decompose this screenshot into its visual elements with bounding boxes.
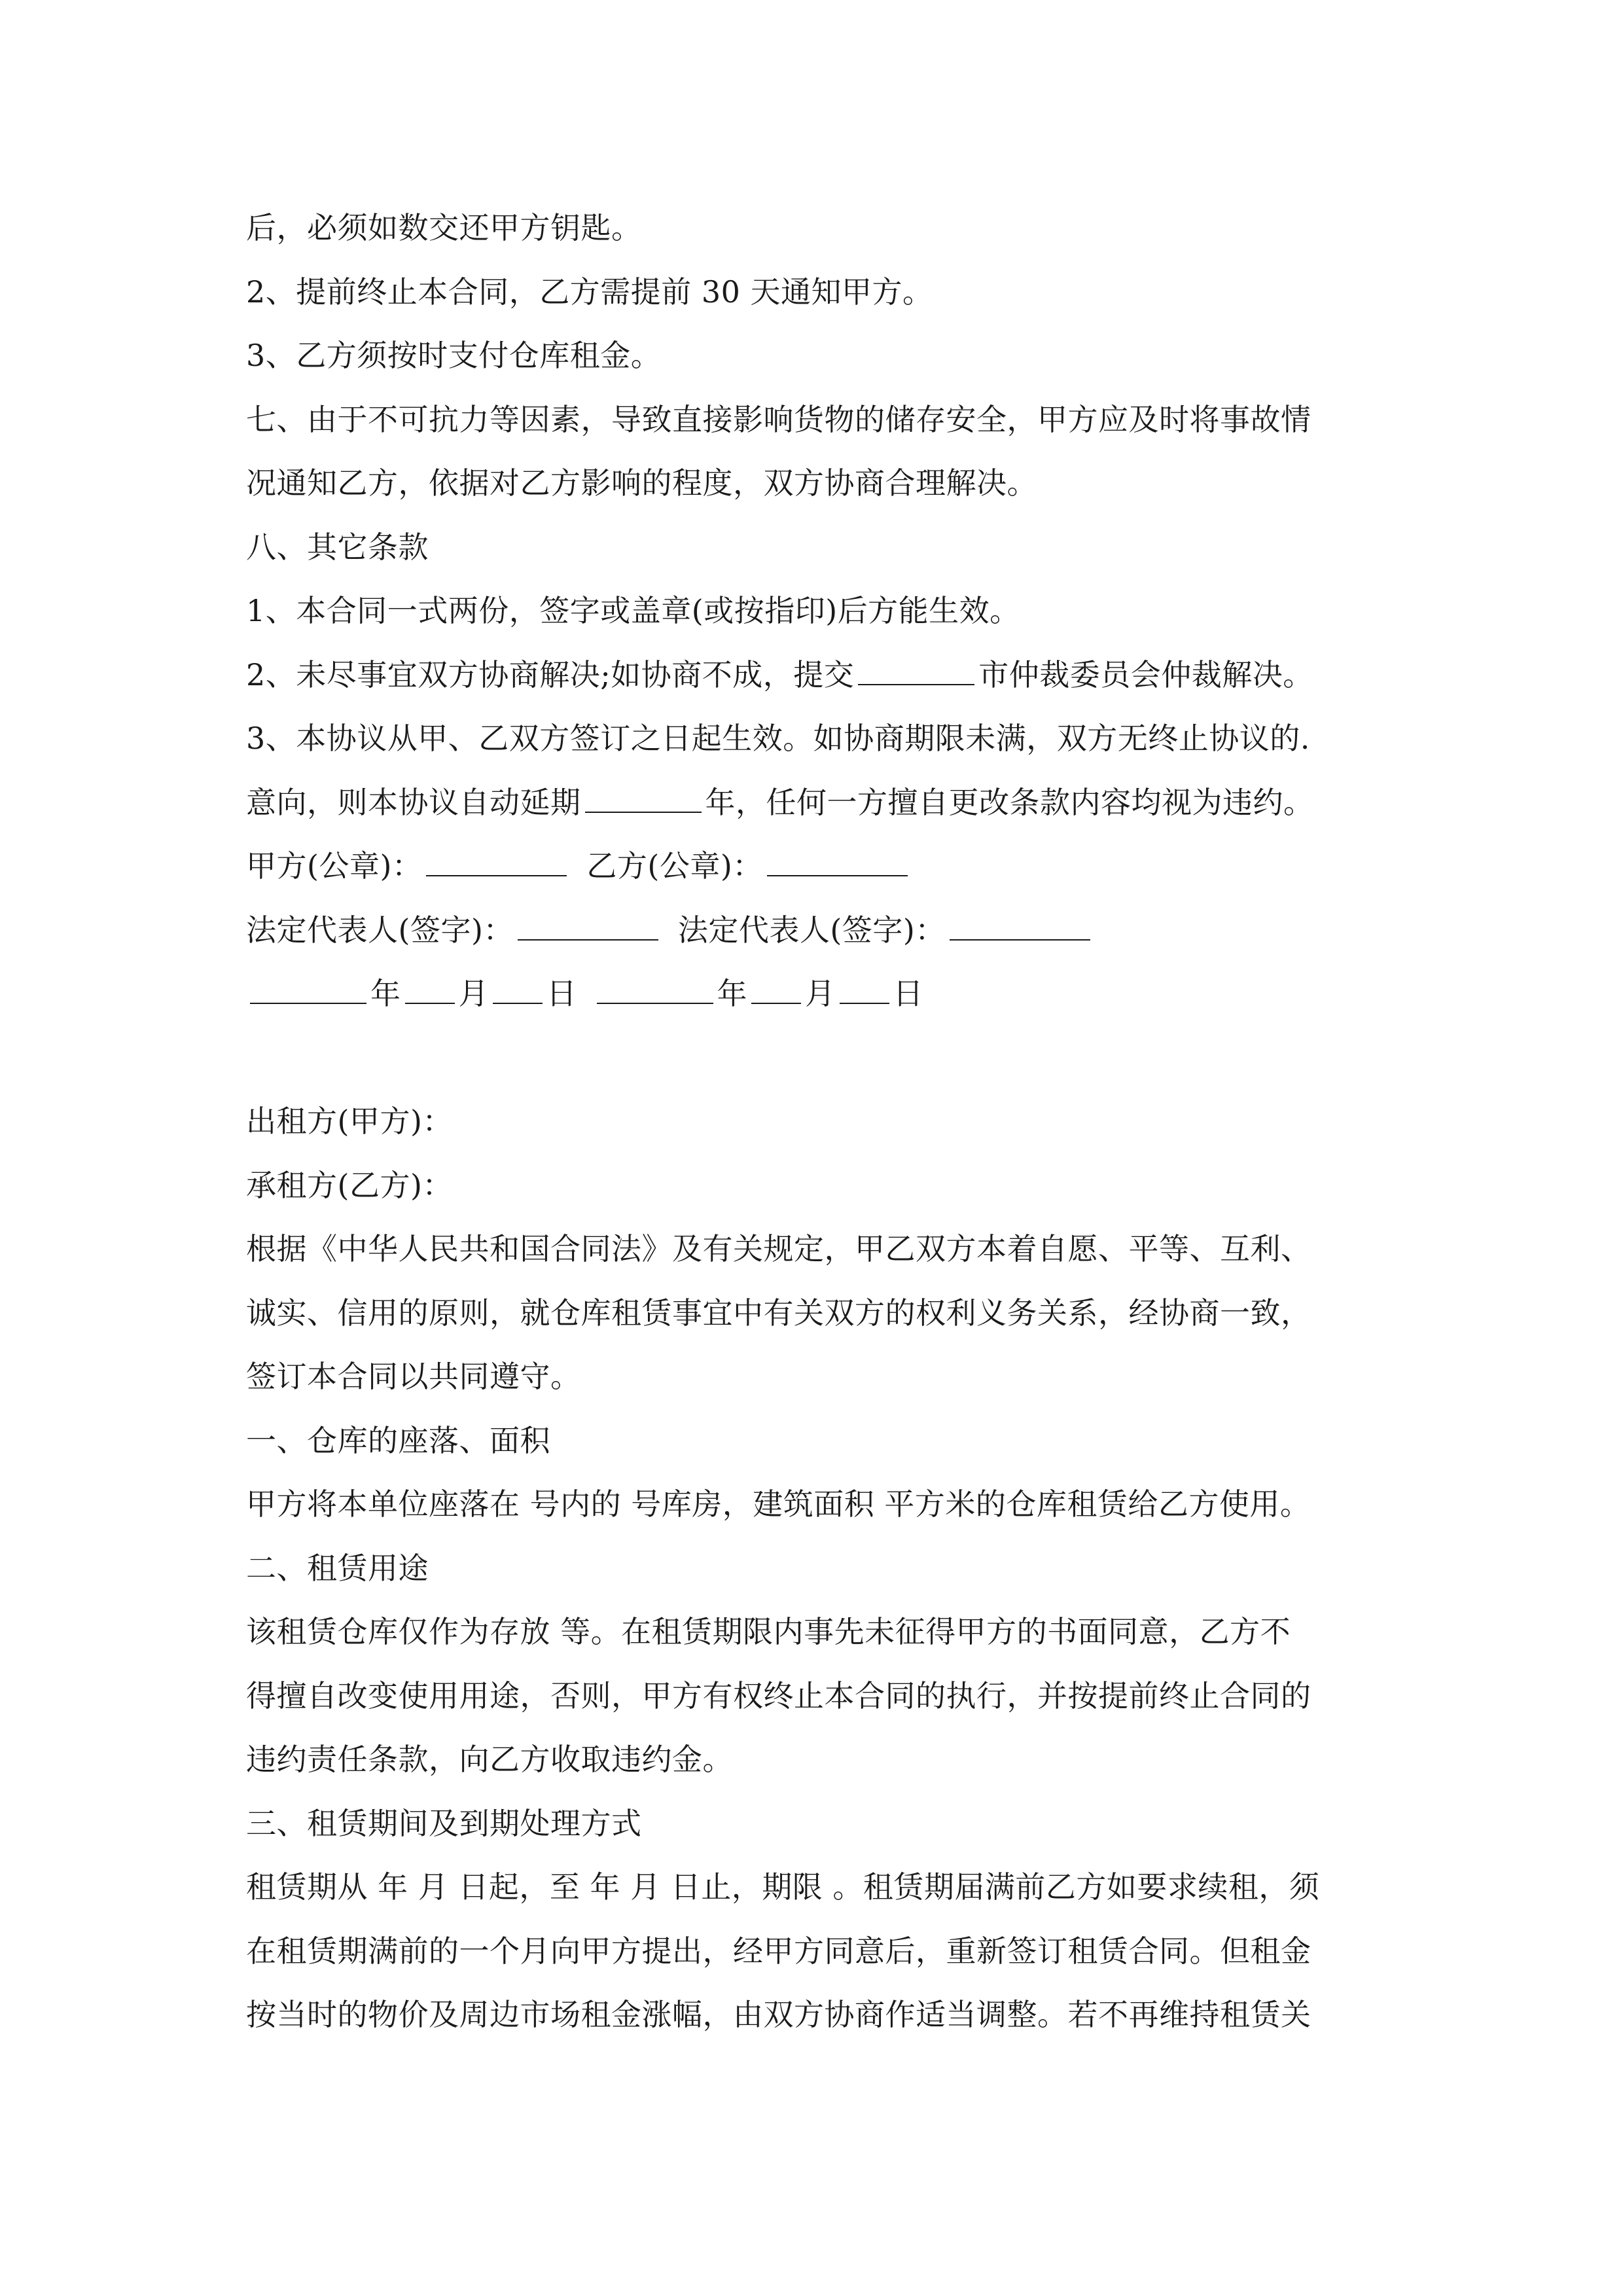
paragraph-line: 3、乙方须按时支付仓库租金。 [246, 338, 662, 373]
paragraph-line: 3、本协议从甲、乙双方签订之日起生效。如协商期限未满，双方无终止协议的. [246, 721, 1310, 756]
section-heading: 三、租赁期间及到期处理方式 [246, 1805, 642, 1841]
paragraph-line: 签订本合同以共同遵守。 [246, 1359, 581, 1394]
paragraph-line: 甲方将本单位座落在 号内的 号库房，建筑面积 平方米的仓库租赁给乙方使用。 [246, 1486, 1311, 1522]
extension-text-after: 年，任何一方擅自更改条款内容均视为违约。 [705, 784, 1314, 820]
section-heading: 一、仓库的座落、面积 [246, 1422, 550, 1458]
year-label: 年 [370, 976, 401, 1011]
paragraph-line: 1、本合同一式两份，签字或盖章(或按指印)后方能生效。 [246, 593, 1020, 628]
section-heading: 二、租赁用途 [246, 1550, 429, 1586]
extension-years-blank [585, 783, 702, 813]
party-b-seal-blank [767, 846, 908, 876]
contract-body [246, 196, 1424, 2047]
arbitration-clause [246, 643, 1424, 708]
paragraph-line: 违约责任条款，向乙方收取违约金。 [246, 1742, 733, 1777]
paragraph-line: 按当时的物价及周边市场租金涨幅，由双方协商作适当调整。若不再维持租赁关 [246, 1997, 1311, 2032]
party-a-seal-blank [426, 846, 567, 876]
year-label: 年 [717, 976, 747, 1011]
paragraph-line: 诚实、信用的原则，就仓库租赁事宜中有关双方的权利义务关系，经协商一致， [246, 1295, 1311, 1331]
party-a-year-blank [250, 974, 366, 1004]
party-b-rep-label: 法定代表人(签字)： [677, 912, 946, 948]
party-b-day-blank [840, 974, 889, 1004]
paragraph-line: 根据《中华人民共和国合同法》及有关规定，甲乙双方本着自愿、平等、互利、 [246, 1231, 1311, 1266]
party-b-seal-label: 乙方(公章)： [586, 848, 763, 884]
paragraph-line: 租赁期从 年 月 日起，至 年 月 日止，期限 。租赁期届满前乙方如要求续租，须 [246, 1869, 1320, 1905]
month-label: 月 [805, 976, 836, 1011]
day-label: 日 [546, 976, 577, 1011]
day-label: 日 [893, 976, 923, 1011]
arbitration-city-blank [858, 655, 974, 685]
month-label: 月 [458, 976, 489, 1011]
section-heading: 八、其它条款 [246, 529, 429, 565]
party-b-year-blank [597, 974, 713, 1004]
date-row [246, 962, 1424, 1026]
paragraph-line: 2、提前终止本合同，乙方需提前 30 天通知甲方。 [246, 274, 933, 310]
paragraph-line: 得擅自改变使用用途，否则，甲方有权终止本合同的执行，并按提前终止合同的 [246, 1677, 1311, 1713]
lessee-label: 承租方(乙方)： [246, 1167, 453, 1203]
lessor-label: 出租方(甲方)： [246, 1103, 453, 1139]
representative-signature-row [246, 899, 1424, 963]
paragraph-line: 后，必须如数交还甲方钥匙。 [246, 210, 642, 245]
party-b-month-blank [751, 974, 801, 1004]
spacer-line [246, 1026, 1424, 1090]
party-a-rep-label: 法定代表人(签字)： [246, 912, 514, 948]
paragraph-line: 在租赁期满前的一个月向甲方提出，经甲方同意后，重新签订租赁合同。但租金 [246, 1933, 1311, 1969]
paragraph-line: 该租赁仓库仅作为存放 等。在租赁期限内事先未征得甲方的书面同意，乙方不 [246, 1614, 1291, 1649]
extension-clause [246, 771, 1424, 835]
party-a-day-blank [493, 974, 543, 1004]
party-a-month-blank [405, 974, 455, 1004]
party-a-rep-blank [518, 910, 658, 941]
arbitration-text-before: 2、未尽事宜双方协商解决;如协商不成，提交 [246, 656, 855, 692]
arbitration-text-after: 市仲裁委员会仲裁解决。 [978, 656, 1313, 692]
party-a-seal-label: 甲方(公章)： [246, 848, 423, 884]
paragraph-line: 七、由于不可抗力等因素，导致直接影响货物的储存安全，甲方应及时将事故情 [246, 401, 1311, 437]
extension-text-before: 意向，则本协议自动延期 [246, 784, 581, 820]
seal-signature-row [246, 834, 1424, 899]
party-b-rep-blank [950, 910, 1090, 941]
paragraph-line: 况通知乙方，依据对乙方影响的程度，双方协商合理解决。 [246, 465, 1037, 501]
